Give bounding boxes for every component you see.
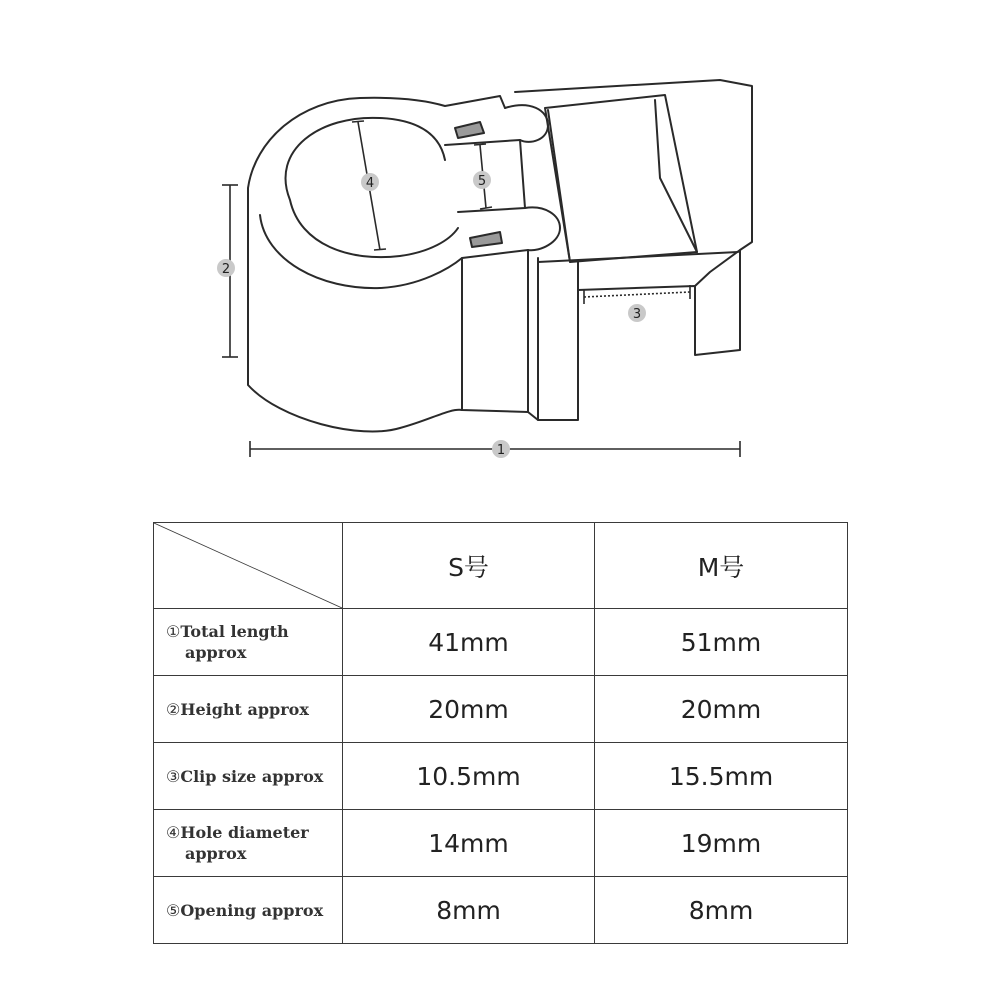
- value-m-total-length: 51mm: [595, 609, 848, 676]
- marker-height: [217, 259, 235, 277]
- row-label-opening: ⑤Opening approx: [154, 877, 343, 944]
- size-spec-table: [153, 522, 848, 944]
- value-s-opening: 8mm: [343, 877, 595, 944]
- row-label-hole-diameter: ④Hole diameter approx: [154, 810, 343, 877]
- value-s-clip-size: 10.5mm: [343, 743, 595, 810]
- svg-text:1: 1: [496, 443, 506, 458]
- clip-inner-box: [545, 95, 697, 262]
- svg-text:4: 4: [365, 176, 375, 191]
- value-m-clip-size: 15.5mm: [595, 743, 848, 810]
- table-header-row: [154, 523, 848, 609]
- value-m-opening: 8mm: [595, 877, 848, 944]
- svg-text:5: 5: [477, 174, 487, 189]
- table-row: [154, 676, 848, 743]
- marker-clip-size: [628, 304, 646, 322]
- table-row: [154, 609, 848, 676]
- marker-total-length: [492, 440, 510, 458]
- dim-line-clip-size: [584, 292, 690, 297]
- row-label-height: ②Height approx: [154, 676, 343, 743]
- value-m-hole-diameter: 19mm: [595, 810, 848, 877]
- table-row: [154, 877, 848, 944]
- value-m-height: 20mm: [595, 676, 848, 743]
- value-s-height: 20mm: [343, 676, 595, 743]
- svg-text:2: 2: [221, 262, 231, 277]
- clip-dimension-diagram: [0, 0, 1000, 490]
- column-header-m: M号: [595, 523, 848, 609]
- column-header-s: S号: [343, 523, 595, 609]
- table-row: [154, 810, 848, 877]
- marker-opening: [473, 171, 491, 189]
- value-s-hole-diameter: 14mm: [343, 810, 595, 877]
- tab-lower: [470, 232, 502, 247]
- value-s-total-length: 41mm: [343, 609, 595, 676]
- table-corner-cell: [154, 523, 343, 609]
- row-label-total-length: ①Total length approx: [154, 609, 343, 676]
- row-label-clip-size: ③Clip size approx: [154, 743, 343, 810]
- svg-text:3: 3: [632, 307, 642, 322]
- table-row: [154, 743, 848, 810]
- tab-upper: [455, 122, 484, 138]
- marker-hole-diameter: [361, 173, 379, 191]
